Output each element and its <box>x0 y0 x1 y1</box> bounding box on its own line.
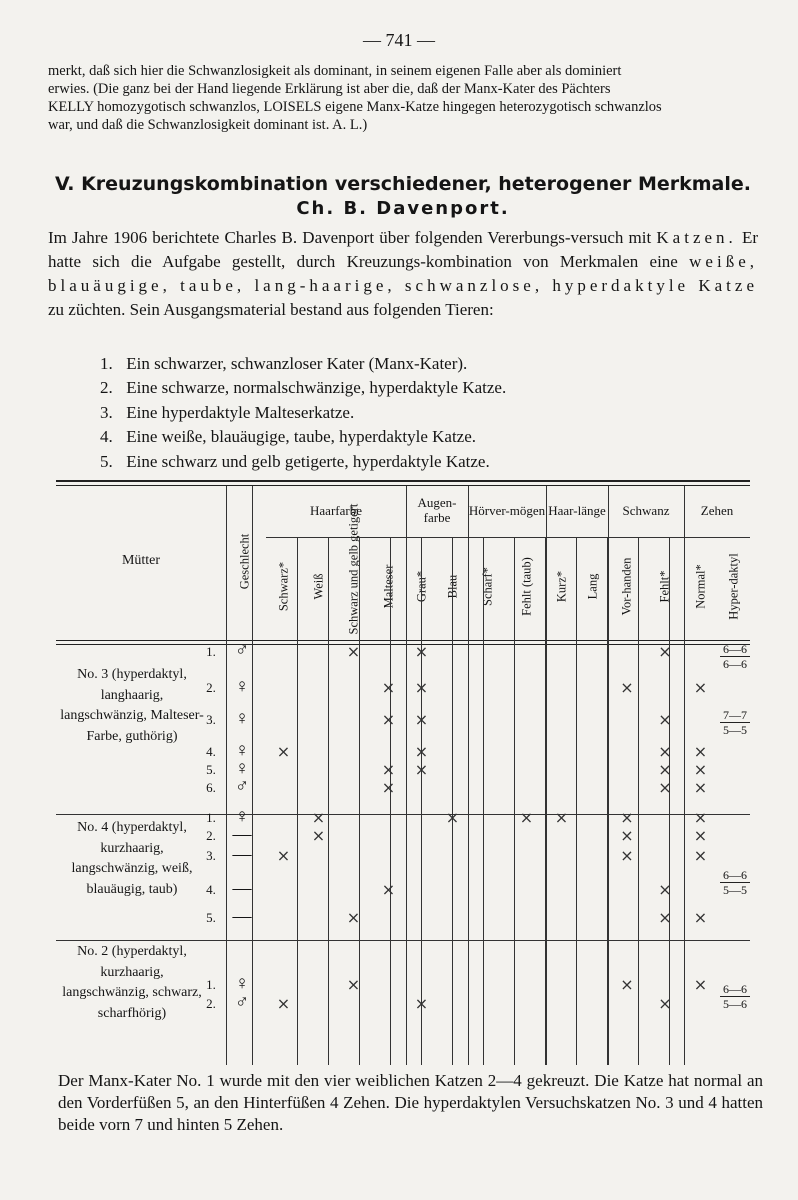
table-top-rule <box>56 480 750 482</box>
female-symbol: ♀ <box>234 708 250 729</box>
intro-line: KELLY homozygotisch schwanzlos, LOISELS eigene Manx-Katze hingegen heterozygotisch schwanzlos <box>48 99 662 115</box>
cross-mark: × <box>658 642 672 661</box>
cross-mark: × <box>414 710 429 729</box>
subcolumn-header: Hyper-daktyl <box>726 553 740 620</box>
cross-mark: × <box>445 808 460 827</box>
row-number: 4. <box>206 744 216 759</box>
cross-mark: × <box>414 760 429 779</box>
male-symbol: ♂ <box>234 776 250 797</box>
subcolumn-header: Vor-handen <box>619 557 634 616</box>
subcolumn-header: Weiß <box>311 573 325 600</box>
row-number: 1. <box>206 977 216 992</box>
list-item: 5. Eine schwarz und gelb getigerte, hyperdaktyle Katze. <box>100 451 490 471</box>
intro-line: erwies. (Die ganz bei der Hand liegende Erklärung ist aber die, daß der Manx-Kater des Pächters <box>48 81 611 97</box>
cross-mark: × <box>276 742 291 761</box>
row-number: 6. <box>206 780 216 795</box>
cross-mark: × <box>658 710 672 729</box>
intro-line: war, und daß die Schwanzlosigkeit dominant ist. A. L.) <box>48 117 368 133</box>
cross-mark: × <box>658 742 672 761</box>
dash-symbol: — <box>232 824 252 845</box>
cross-mark: × <box>519 808 534 827</box>
female-symbol: ♀ <box>234 806 250 827</box>
header-bottom-rule <box>56 640 750 641</box>
group-schwanz: Schwanz <box>622 502 670 518</box>
subcolumn-line <box>421 537 422 1065</box>
subcolumn-header: Fehlt (taub) <box>519 557 533 616</box>
cross-mark: × <box>620 846 634 865</box>
column-line <box>468 486 469 1065</box>
subcolumn-header: Scharf* <box>480 567 494 606</box>
column-line <box>608 486 609 1065</box>
body-part-1: Im Jahre 1906 berichtete Charles B. Davenport über folgenden Vererbungs-versuch mit <box>48 228 652 247</box>
cross-mark: × <box>311 808 326 827</box>
body-part-3: zu züchten. Sein Ausgangsmaterial bestand aus folgenden Tieren: <box>48 300 494 319</box>
closing-paragraph: Der Manx-Kater No. 1 wurde mit den vier weiblichen Katzen 2—4 gekreuzt. Die Katze hat normal an den Vorderfüßen 5, an den Hinterfüßen 4 Zehen. Die hyperdaktylen Versuchskatzen No. 3 und 4 hatten beide vorn 7 und hinten 5 Zehen. <box>58 1071 763 1134</box>
subcolumn-line <box>452 537 453 1065</box>
subcolumn-line <box>576 537 577 1065</box>
body-paragraph <box>48 226 758 322</box>
cross-mark: × <box>311 826 326 845</box>
subcolumn-line <box>669 537 670 1065</box>
group-zehen: Zehen <box>700 502 734 518</box>
cross-mark: × <box>346 975 361 994</box>
group-divider <box>56 940 750 941</box>
cross-mark: × <box>693 975 708 994</box>
cross-mark: × <box>554 808 569 827</box>
row-number: 5. <box>206 762 216 777</box>
subcolumn-line <box>607 537 608 1065</box>
geschlecht-header: Geschlecht <box>237 533 252 590</box>
subcolumn-header: Malteser <box>381 564 395 609</box>
subcolumn-header: Grau* <box>414 570 428 603</box>
list-item: 2. Eine schwarze, normalschwänzige, hyperdaktyle Katze. <box>100 378 507 398</box>
cross-mark: × <box>414 994 429 1013</box>
row-number: 2. <box>206 828 216 843</box>
cross-mark: × <box>620 678 634 697</box>
subheader-rule <box>266 537 750 538</box>
column-line <box>406 486 407 1065</box>
page-number: — 741 — <box>363 30 435 50</box>
cross-mark: × <box>381 880 396 899</box>
row-number: 1. <box>206 644 216 659</box>
subcolumn-header: Fehlt* <box>657 570 672 603</box>
cross-mark: × <box>693 760 708 779</box>
subcolumn-line <box>297 537 298 1065</box>
subcolumn-line <box>328 537 329 1065</box>
mutter-header: Mütter <box>121 552 161 568</box>
group-augenfarbe: Augen-farbe <box>417 495 457 525</box>
section-author: Ch. B. Davenport. <box>296 198 510 219</box>
cross-mark: × <box>693 678 708 697</box>
female-symbol: ♀ <box>234 740 250 761</box>
cross-mark: × <box>658 760 672 779</box>
cross-mark: × <box>414 642 429 661</box>
row-number: 3. <box>206 848 216 863</box>
intro-paragraph <box>48 62 758 134</box>
subcolumn-line <box>483 537 484 1065</box>
cross-mark: × <box>658 908 672 927</box>
subcolumn-header: Blau <box>445 574 459 599</box>
body-katzen: Katzen. <box>656 228 737 247</box>
cross-mark: × <box>693 808 708 827</box>
mother-no4: No. 4 (hyperdaktyl, kurzhaarig, langschwänzig, weiß, blauäugig, taub) <box>71 820 193 897</box>
cross-mark: × <box>381 760 396 779</box>
fraction-zehen: $\frac{6—6}{5—5}$ <box>720 868 750 897</box>
row-number: 3. <box>206 712 216 727</box>
cross-mark: × <box>620 826 634 845</box>
cross-mark: × <box>620 975 634 994</box>
female-symbol: ♀ <box>234 676 250 697</box>
dash-symbol: — <box>232 844 252 865</box>
group-divider <box>56 814 750 815</box>
cross-mark: × <box>693 846 708 865</box>
group-hoervermoegen: Hörver-mögen <box>468 502 546 518</box>
group-haarfarbe: Haarfarbe <box>310 502 362 518</box>
cross-mark: × <box>658 880 672 899</box>
cross-mark: × <box>346 642 361 661</box>
cross-mark: × <box>346 908 361 927</box>
cross-mark: × <box>658 994 672 1013</box>
cross-mark: × <box>276 994 291 1013</box>
section-title: V. Kreuzungskombination verschiedener, heterogener Merkmale. <box>54 173 751 195</box>
table-top-rule-2 <box>56 485 750 486</box>
subcolumn-header: Schwarz und gelb getigert <box>346 503 360 635</box>
header-bottom-rule-2 <box>56 644 750 645</box>
male-symbol: ♂ <box>234 640 250 661</box>
cross-mark: × <box>381 778 396 797</box>
list-item: 3. Eine hyperdaktyle Malteserkatze. <box>100 402 355 422</box>
subcolumn-line <box>390 537 391 1065</box>
fraction-zehen: $\frac{6—6}{5—6}$ <box>720 982 750 1011</box>
subcolumn-header: Schwarz* <box>276 561 290 612</box>
row-number: 5. <box>206 910 216 925</box>
mother-no3: No. 3 (hyperdaktyl, langhaarig, langschwänzig, Malteser-Farbe, guthörig) <box>60 667 204 744</box>
body-part-2: Er hatte sich die Aufgabe gestellt, durch Kreuzungs-kombination von Merkmalen eine <box>48 228 759 271</box>
subcolumn-header: Normal* <box>693 564 707 609</box>
fraction-zehen: $\frac{7—7}{5—5}$ <box>720 708 750 737</box>
subcolumn-header: Kurz* <box>554 570 568 603</box>
subcolumn-line <box>514 537 515 1065</box>
group-haarlaenge: Haar-länge <box>548 502 606 518</box>
cross-mark: × <box>276 846 291 865</box>
inheritance-table <box>56 480 750 1065</box>
female-symbol: ♀ <box>234 758 250 779</box>
body-spaced-traits: weiße, blauäugige, taube, lang-haarige, schwanzlose, hyperdaktyle Katze <box>48 252 758 295</box>
cross-mark: × <box>620 808 634 827</box>
cross-mark: × <box>414 742 429 761</box>
animal-list <box>100 352 506 474</box>
column-line <box>226 486 227 1065</box>
row-number: 4. <box>206 882 216 897</box>
subcolumn-header: Lang <box>585 573 599 600</box>
subcolumn-line <box>638 537 639 1065</box>
list-item: 4. Eine weiße, blauäugige, taube, hyperdaktyle Katze. <box>100 427 477 447</box>
cross-mark: × <box>693 778 708 797</box>
subcolumn-line <box>545 537 546 1065</box>
cross-mark: × <box>381 710 396 729</box>
fraction-zehen: $\frac{6—6}{6—6}$ <box>720 642 750 671</box>
cross-mark: × <box>381 678 396 697</box>
row-number: 2. <box>206 996 216 1011</box>
cross-mark: × <box>693 742 708 761</box>
cross-mark: × <box>414 678 429 697</box>
column-line <box>546 486 547 1065</box>
row-number: 2. <box>206 680 216 695</box>
cross-mark: × <box>693 908 708 927</box>
list-item: 1. Ein schwarzer, schwanzloser Kater (Manx-Kater). <box>100 354 468 373</box>
dash-symbol: — <box>232 906 252 927</box>
mother-no2: No. 2 (hyperdaktyl, kurzhaarig, langschwänzig, schwarz, scharfhörig) <box>62 944 202 1021</box>
male-symbol: ♂ <box>234 992 250 1013</box>
cross-mark: × <box>658 778 672 797</box>
intro-line: merkt, daß sich hier die Schwanzlosigkeit als dominant, in seinem eigenen Falle aber als dominiert <box>48 63 622 79</box>
row-number: 1. <box>206 810 216 825</box>
column-line <box>252 486 253 1065</box>
dash-symbol: — <box>232 878 252 899</box>
cross-mark: × <box>693 826 708 845</box>
female-symbol: ♀ <box>234 973 250 994</box>
column-line <box>684 486 685 1065</box>
